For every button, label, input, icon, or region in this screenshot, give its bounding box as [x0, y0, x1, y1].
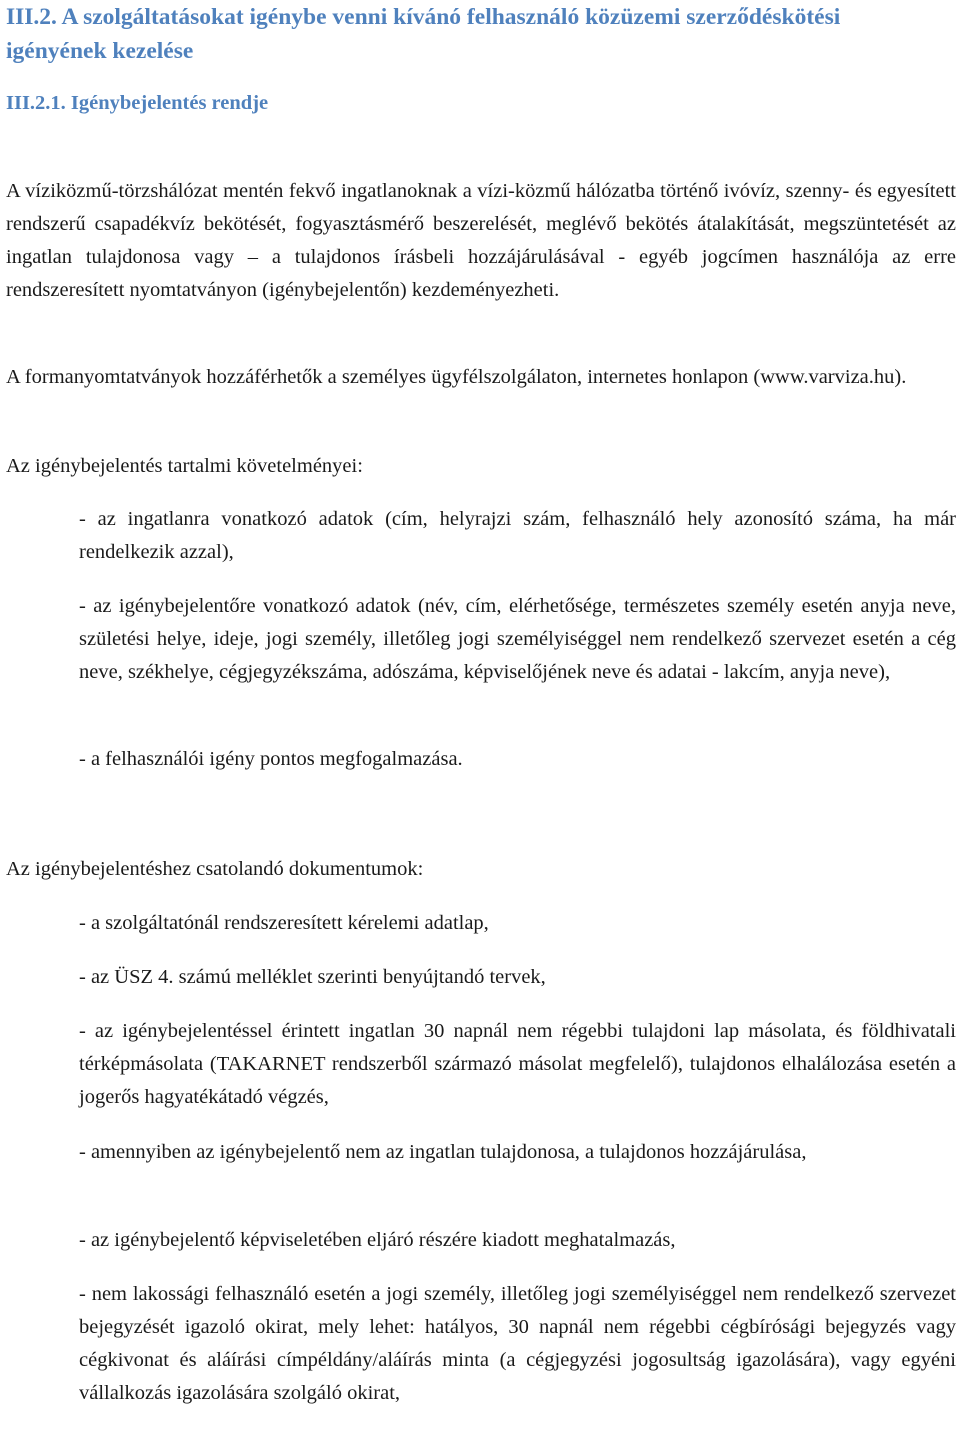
requirement-item: - a felhasználói igény pontos megfogalmazása. [79, 748, 463, 770]
document-item: - nem lakossági felhasználó esetén a jogi személy, illetőleg jogi személyiséggel nem rendelkező szervezet bejegyzését igazoló okirat, mely lehet: hatályos, 30 napnál nem régebbi cégbírósági bejegyzés vagy cégkivonat és aláírási címpéldány/aláírás minta (a cégjegyzési jogosultság igazolására), vagy egyéni vállalkozás igazolására szolgáló okirat, [79, 1283, 956, 1404]
requirement-item: - az igénybejelentőre vonatkozó adatok (név, cím, elérhetősége, természetes személy esetén anyja neve, születési helye, ideje, jogi személy, illetőleg jogi személyiséggel nem rendelkező szervezet esetén a cég neve, székhelye, cégjegyzékszáma, adószáma, képviselőjének neve és adatai - lakcím, anyja neve), [79, 595, 956, 683]
intro-paragraph: A víziközmű-törzshálózat mentén fekvő ingatlanoknak a vízi-közmű hálózatba történő ivóvíz, szenny- és egyesített rendszerű csapadékvíz bekötését, fogyasztásmérő beszerelését, meglévő bekötés átalakítását, megszüntetését az ingatlan tulajdonosa vagy – a tulajdonos írásbeli hozzájárulásával - egyéb jogcímen használója az erre rendszeresített nyomtatványon (igénybejelentőn) kezdeményezheti. [6, 180, 956, 301]
document-item: - az igénybejelentéssel érintett ingatlan 30 napnál nem régebbi tulajdoni lap másolata, és földhivatali térképmásolata (TAKARNET rendszerből származó másolat megfelelő), tulajdonos elhalálozása esetén a jogerős hagyatékátadó végzés, [79, 1020, 956, 1108]
forms-availability-paragraph: A formanyomtatványok hozzáférhetők a személyes ügyfélszolgálaton, internetes honlapon (www.varviza.hu). [6, 366, 907, 388]
requirement-item: - az ingatlanra vonatkozó adatok (cím, helyrajzi szám, felhasználó hely azonosító száma, ha már rendelkezik azzal), [79, 508, 956, 563]
document-item: - az ÜSZ 4. számú melléklet szerinti benyújtandó tervek, [79, 966, 546, 988]
document-item: - amennyiben az igénybejelentő nem az ingatlan tulajdonosa, a tulajdonos hozzájárulása, [79, 1141, 807, 1163]
requirements-title: Az igénybejelentés tartalmi követelményei: [6, 455, 363, 477]
section-heading: III.2. A szolgáltatásokat igénybe venni kívánó felhasználó közüzemi szerződéskötési igényének kezelése [6, 4, 841, 64]
document-item: - az igénybejelentő képviseletében eljáró részére kiadott meghatalmazás, [79, 1229, 676, 1251]
subsection-heading: III.2.1. Igénybejelentés rendje [6, 92, 269, 114]
documents-title: Az igénybejelentéshez csatolandó dokumentumok: [6, 858, 424, 880]
document-item: - a szolgáltatónál rendszeresített kérelemi adatlap, [79, 912, 489, 934]
